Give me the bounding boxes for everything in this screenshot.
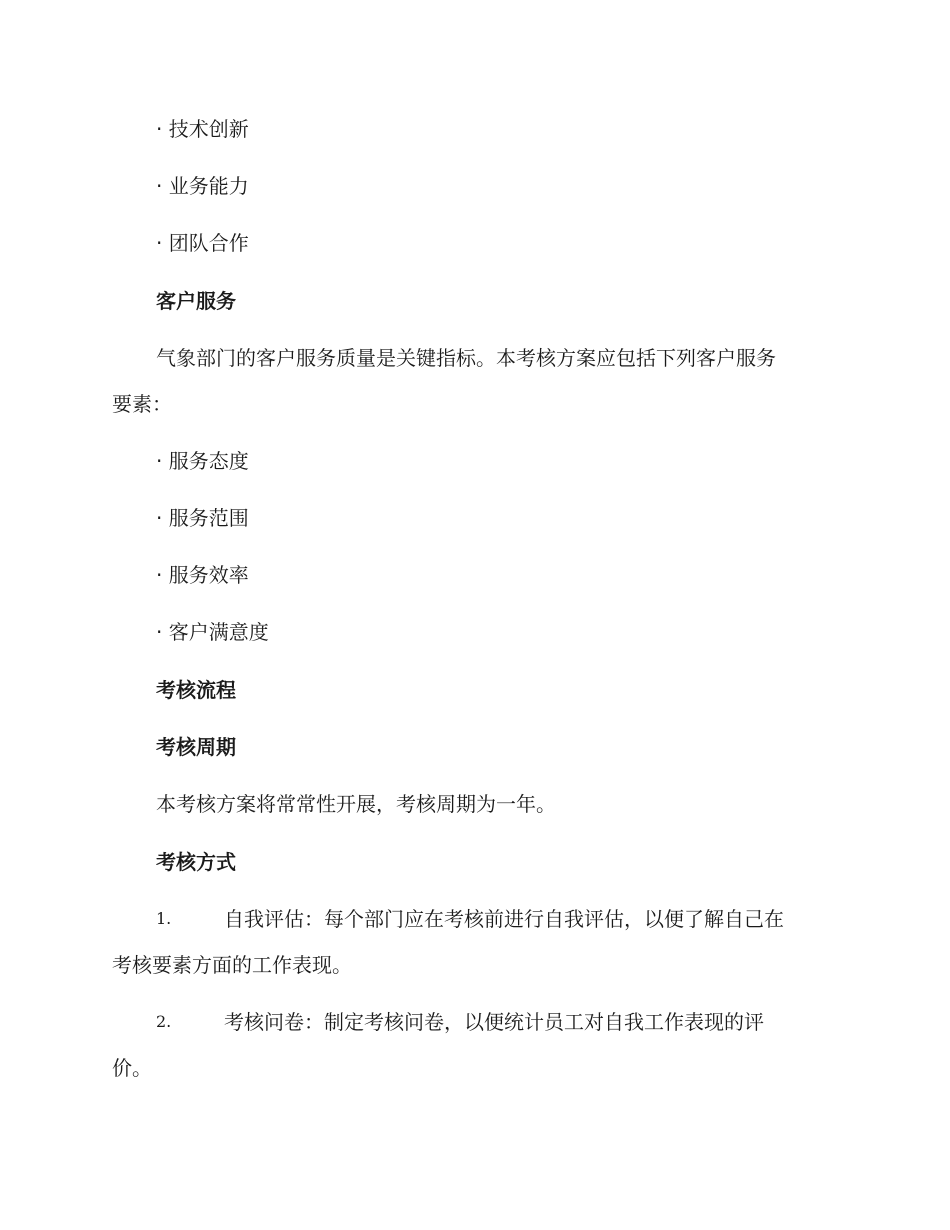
paragraph-customer-service-line-2: 要素： [112,392,172,416]
bullet-item-service-efficiency: · 服务效率 [156,563,249,587]
list-item-1-line-1: 自我评估：每个部门应在考核前进行自我评估，以便了解自己在 [224,907,784,931]
heading-customer-service: 客户服务 [156,289,236,313]
list-number-1: 1. [156,909,172,928]
bullet-item-teamwork: · 团队合作 [156,231,249,255]
heading-assessment-period: 考核周期 [156,735,236,759]
list-item-2-line-1: 考核问卷：制定考核问卷，以便统计员工对自我工作表现的评 [224,1010,764,1034]
list-number-2: 2. [156,1012,172,1031]
bullet-item-customer-satisfaction: · 客户满意度 [156,620,269,644]
heading-assessment-method: 考核方式 [156,850,236,874]
bullet-item-tech-innovation: · 技术创新 [156,117,249,141]
list-item-1-line-2: 考核要素方面的工作表现。 [112,953,352,977]
heading-assessment-process: 考核流程 [156,678,236,702]
bullet-item-business-ability: · 业务能力 [156,174,249,198]
list-item-2-line-2: 价。 [112,1056,152,1080]
bullet-item-service-scope: · 服务范围 [156,506,249,530]
paragraph-customer-service-line-1: 气象部门的客户服务质量是关键指标。本考核方案应包括下列客户服务 [156,346,776,370]
paragraph-assessment-period: 本考核方案将常常性开展，考核周期为一年。 [156,792,556,816]
bullet-item-service-attitude: · 服务态度 [156,449,249,473]
